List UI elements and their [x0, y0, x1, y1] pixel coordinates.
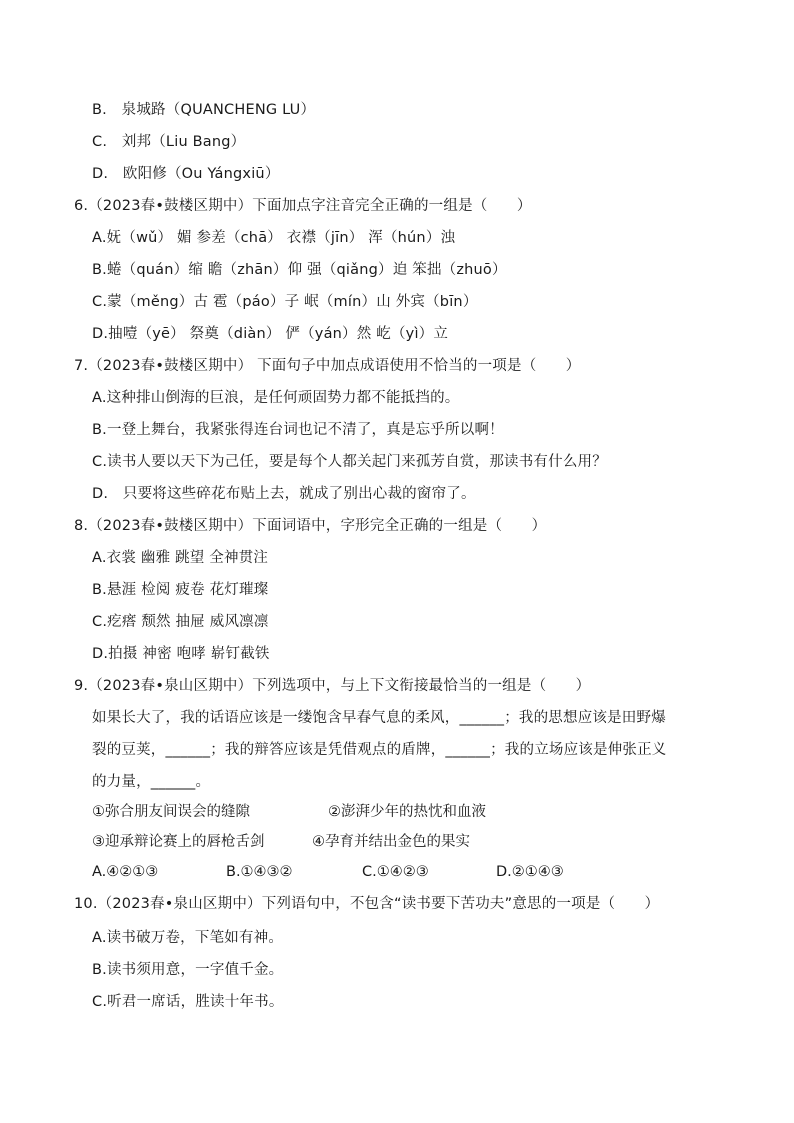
- q9-items-row-2: [92, 832, 652, 852]
- q6-stem: 6.（2023春•鼓楼区期中）下面加点字注音完全正确的一组是（ ）: [74, 198, 532, 214]
- q10-option-b: B.读书须用意，一字值千金。: [92, 962, 284, 978]
- q7-option-b: B.一登上舞台，我紧张得连台词也记不清了，真是忘乎所以啊！: [92, 422, 504, 438]
- q7-option-a: A.这种排山倒海的巨浪，是任何顽固势力都不能抵挡的。: [92, 390, 460, 406]
- q10-option-c: C.听君一席话，胜读十年书。: [92, 994, 284, 1010]
- q9-item-1: ①弥合朋友间误会的缝隙: [92, 804, 250, 820]
- q10-option-a: A.读书破万卷，下笔如有神。: [92, 930, 284, 946]
- q9-option-a: A.④②①③: [92, 864, 159, 880]
- q9-stem: 9.（2023春•泉山区期中）下列选项中，与上下文衔接最恰当的一组是（ ）: [74, 678, 591, 694]
- q9-option-c: C.①④②③: [362, 864, 429, 880]
- q7-stem: 7.（2023春•鼓楼区期中） 下面句子中加点成语使用不恰当的一项是（ ）: [74, 358, 581, 374]
- q10-stem: 10.（2023春•泉山区期中）下列语句中，不包含“读书要下苦功夫”意思的一项是（ ）: [74, 896, 660, 912]
- q9-item-2: ②澎湃少年的热忱和血液: [328, 804, 486, 820]
- q9-passage-line-3: 的力量，______。: [92, 774, 211, 790]
- q9-option-b: B.①④③②: [226, 864, 293, 880]
- q9-option-d: D.②①④③: [496, 864, 564, 880]
- q9-passage-line-1: 如果长大了，我的话语应该是一缕饱含早春气息的柔风，______；我的思想应该是田野爆: [92, 710, 666, 726]
- q9-item-3: ③迎承辩论赛上的唇枪舌剑: [92, 834, 265, 850]
- q6-option-d: D.抽噎（yē） 祭奠（diàn） 俨（yán）然 屹（yì）立: [92, 326, 449, 342]
- q6-option-a: A.妩（wǔ） 媚 参差（chā） 衣襟（jīn） 浑（hún）浊: [92, 230, 456, 246]
- q8-stem: 8.（2023春•鼓楼区期中）下面词语中，字形完全正确的一组是（ ）: [74, 518, 547, 534]
- q9-options-row: [92, 862, 652, 882]
- q5-option-b: B. 泉城路（QUANCHENG LU）: [92, 102, 316, 118]
- q9-passage-line-2: 裂的豆荚，______；我的辩答应该是凭借观点的盾牌，______；我的立场应该是伸张正义: [92, 742, 667, 758]
- q8-option-b: B.悬涯 检阅 疲卷 花灯璀璨: [92, 582, 269, 598]
- q5-option-c: C. 刘邦（Liu Bang）: [92, 134, 246, 150]
- q7-option-d: D. 只要将这些碎花布贴上去，就成了别出心裁的窗帘了。: [92, 486, 476, 502]
- q9-item-4: ④孕育并结出金色的果实: [312, 834, 470, 850]
- q7-option-c: C.读书人要以天下为己任，要是每个人都关起门来孤芳自赏，那读书有什么用？: [92, 454, 607, 470]
- q8-option-c: C.疙瘩 颓然 抽屉 威风凛凛: [92, 614, 269, 630]
- q6-option-b: B.蜷（quán）缩 瞻（zhān）仰 强（qiǎng）迫 笨拙（zhuō）: [92, 262, 507, 278]
- q5-option-d: D. 欧阳修（Ou Yángxiū）: [92, 166, 280, 182]
- q8-option-a: A.衣裳 幽雅 跳望 全神贯注: [92, 550, 269, 566]
- q6-option-c: C.蒙（měng）古 雹（páo）子 岷（mín）山 外宾（bīn）: [92, 294, 478, 310]
- q8-option-d: D.拍摄 神密 咆哮 崭钉截铁: [92, 646, 270, 662]
- q9-items-row-1: [92, 802, 652, 822]
